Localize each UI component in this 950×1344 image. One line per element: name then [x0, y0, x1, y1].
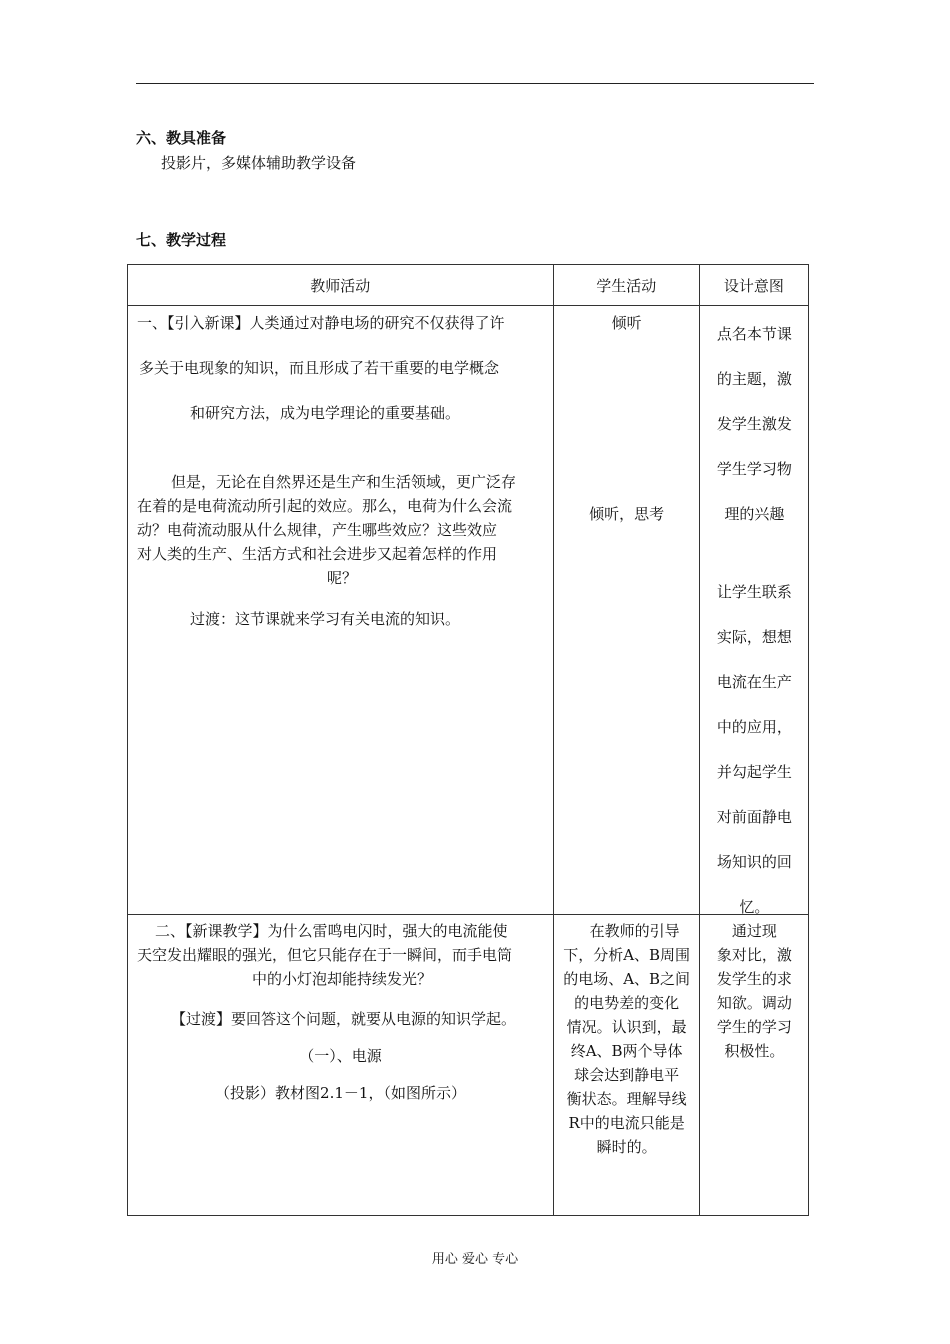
- paragraph-line: 但是，无论在自然界还是生产和生活领域，更广泛存: [171, 473, 517, 491]
- header-design-intent: 设计意图: [699, 265, 808, 306]
- design-line: 让学生联系: [716, 583, 792, 601]
- row1-teacher-line: 和研究方法，成为电学理论的重要基础。: [190, 404, 461, 422]
- section-7-heading: 七、教学过程: [136, 231, 227, 249]
- row1-teacher-paragraph: [137, 470, 547, 590]
- header-rule: [136, 83, 814, 84]
- row2-design-cell: [699, 915, 808, 1216]
- design-line: 的主题，激: [716, 370, 792, 388]
- design-line: 学生学习物: [716, 460, 792, 478]
- row2-student-block: [554, 919, 700, 1159]
- table-row: [128, 306, 809, 915]
- row1-teacher-cell: [128, 306, 554, 915]
- student-line: 球会达到静电平: [574, 1066, 680, 1084]
- row1-student-text: 倾听，思考: [589, 505, 665, 523]
- row2-transition: 【过渡】要回答这个问题，就要从电源的知识学起。: [171, 1010, 517, 1028]
- design-line: 知欲。调动: [716, 994, 792, 1012]
- design-line: 积极性。: [724, 1042, 785, 1060]
- student-line: 在教师的引导: [589, 922, 680, 940]
- row1-student-text: 倾听: [611, 314, 642, 332]
- teaching-process-table: [127, 264, 809, 1216]
- student-line: 的电场、A、B之间: [563, 970, 691, 988]
- row2-teacher-cell: [128, 915, 554, 1216]
- row2-projection: （投影）教材图2.1－1，（如图所示）: [215, 1084, 466, 1102]
- paragraph-line: 对人类的生产、生活方式和社会进步又起着怎样的作用: [137, 545, 498, 563]
- row1-teacher-line: 一、【引入新课】人类通过对静电场的研究不仅获得了许: [137, 314, 505, 332]
- table-row: [128, 915, 809, 1216]
- paragraph-line: 二、【新课教学】为什么雷鸣电闪时，强大的电流能使: [155, 922, 508, 940]
- row1-teacher-line: 多关于电现象的知识，而且形成了若干重要的电学概念: [139, 359, 500, 377]
- student-line: 终A、B两个导体: [570, 1042, 683, 1060]
- design-line: 忆。: [739, 898, 770, 916]
- paragraph-line: 在着的是电荷流动所引起的效应。那么，电荷为什么会流: [137, 497, 513, 515]
- page-footer: 用心 爱心 专心: [431, 1252, 519, 1267]
- student-line: 瞬时的。: [596, 1138, 657, 1156]
- row1-student-cell: [553, 306, 699, 915]
- paragraph-line: 呢？: [326, 569, 357, 587]
- student-line: 的电势差的变化: [574, 994, 680, 1012]
- student-line: R中的电流只能是: [568, 1114, 685, 1132]
- design-line: 学生的学习: [716, 1018, 792, 1036]
- row1-design-cell: [699, 306, 808, 915]
- student-line: 衡状态。理解导线: [566, 1090, 687, 1108]
- row1-transition: 过渡：这节课就来学习有关电流的知识。: [190, 610, 461, 628]
- design-line: 并勾起学生: [716, 763, 792, 781]
- row2-teacher-paragraph: [137, 919, 547, 991]
- design-line: 象对比，激: [716, 946, 792, 964]
- design-line: 中的应用，: [716, 718, 792, 736]
- design-line: 场知识的回: [716, 853, 792, 871]
- row1-design-block: [700, 312, 809, 537]
- paragraph-line: 动？电荷流动服从什么规律，产生哪些效应？这些效应: [137, 521, 498, 539]
- header-teacher-activity: 教师活动: [128, 265, 554, 306]
- section-6-text: 投影片，多媒体辅助教学设备: [161, 154, 357, 172]
- design-line: 发学生的求: [716, 970, 792, 988]
- section-6-heading: 六、教具准备: [136, 129, 227, 147]
- design-line: 通过现: [731, 922, 777, 940]
- design-line: 理的兴趣: [724, 505, 785, 523]
- paragraph-line: 中的小灯泡却能持续发光？: [251, 970, 432, 988]
- design-line: 对前面静电: [716, 808, 792, 826]
- row2-design-block: [700, 919, 809, 1063]
- row2-student-cell: [553, 915, 699, 1216]
- design-line: 发学生激发: [716, 415, 792, 433]
- student-line: 情况。认识到，最: [566, 1018, 687, 1036]
- design-line: 实际，想想: [716, 628, 792, 646]
- design-line: 点名本节课: [716, 325, 792, 343]
- student-line: 下，分析A、B周围: [563, 946, 691, 964]
- header-student-activity: 学生活动: [553, 265, 699, 306]
- row2-subheading: （一）、电源: [299, 1047, 382, 1065]
- row1-design-block: [700, 570, 809, 930]
- design-line: 电流在生产: [716, 673, 792, 691]
- table-header-row: [128, 265, 809, 306]
- paragraph-line: 天空发出耀眼的强光，但它只能存在于一瞬间，而手电筒: [137, 946, 513, 964]
